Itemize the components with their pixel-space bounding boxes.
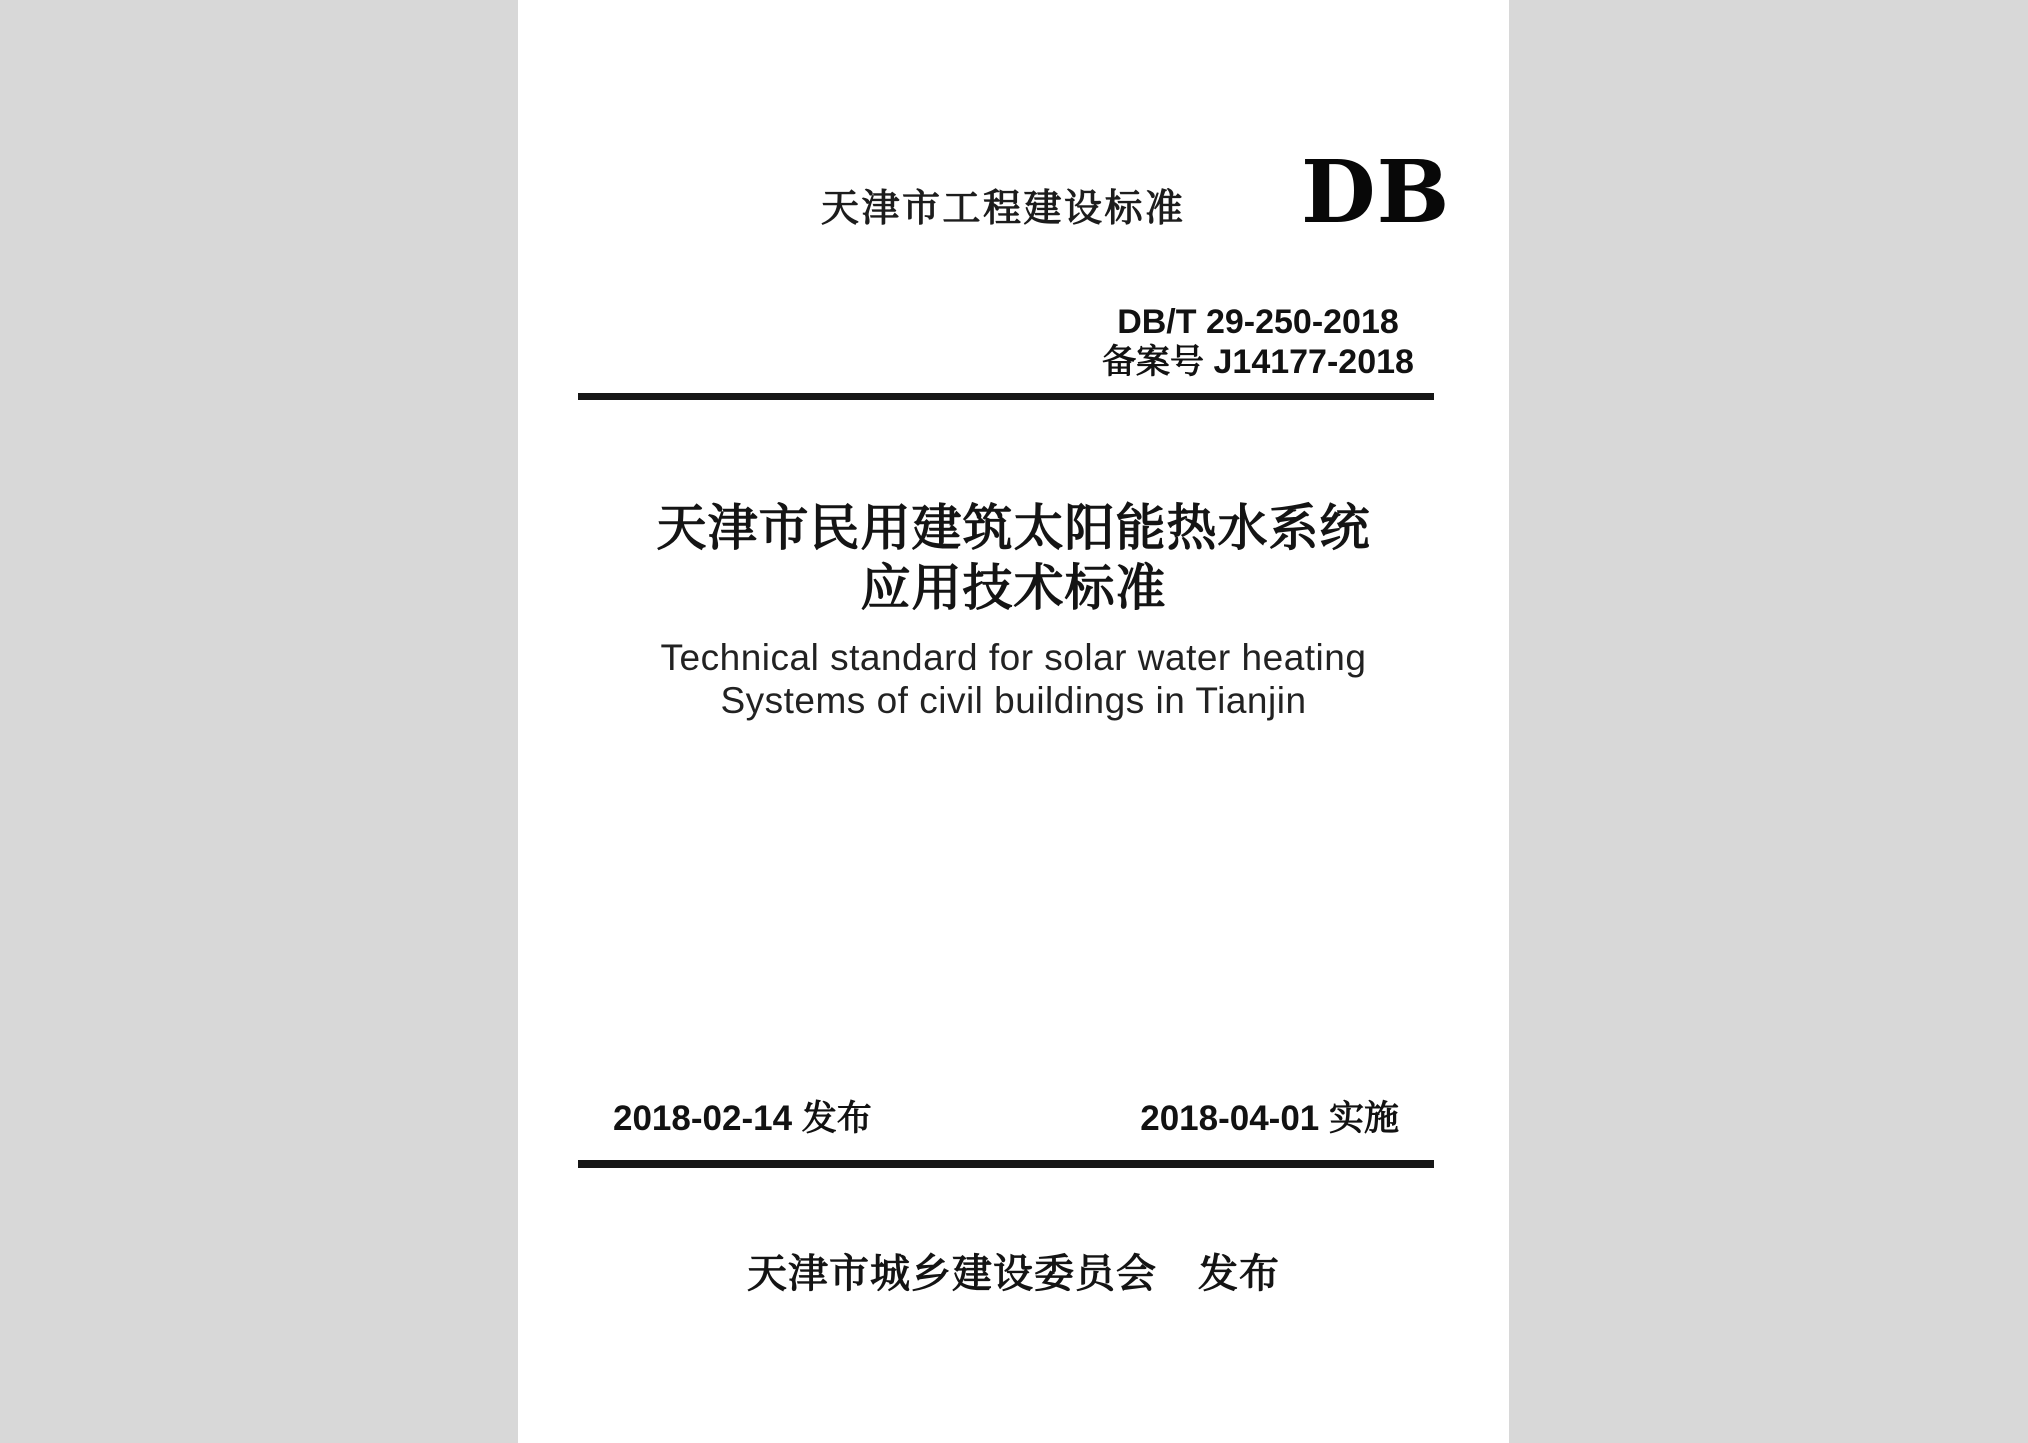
document-numbers (1058, 302, 1458, 382)
dates-row (613, 1100, 1399, 1138)
standard-number: DB/T 29-250-2018 (1117, 303, 1399, 341)
en-title-line2: Systems of civil buildings in Tianjin (720, 680, 1307, 721)
main-title-line2: 应用技术标准 (860, 560, 1167, 616)
main-title-cn (518, 498, 1509, 618)
db-logo: DB (1301, 142, 1451, 243)
top-divider (578, 393, 1434, 400)
record-number: 备案号 J14177-2018 (1102, 343, 1414, 381)
issue-date: 2018-02-14 发布 (613, 1099, 872, 1138)
cover-page (518, 0, 1509, 1443)
implement-date: 2018-04-01 实施 (1140, 1099, 1399, 1138)
publisher-line: 天津市城乡建设委员会 发布 (747, 1252, 1280, 1296)
en-title-line1: Technical standard for solar water heating (660, 637, 1367, 678)
standard-category-label: 天津市工程建设标准 (821, 188, 1186, 230)
bottom-divider (578, 1160, 1434, 1168)
main-title-line1: 天津市民用建筑太阳能热水系统 (656, 500, 1371, 556)
main-title-en (518, 636, 1509, 722)
